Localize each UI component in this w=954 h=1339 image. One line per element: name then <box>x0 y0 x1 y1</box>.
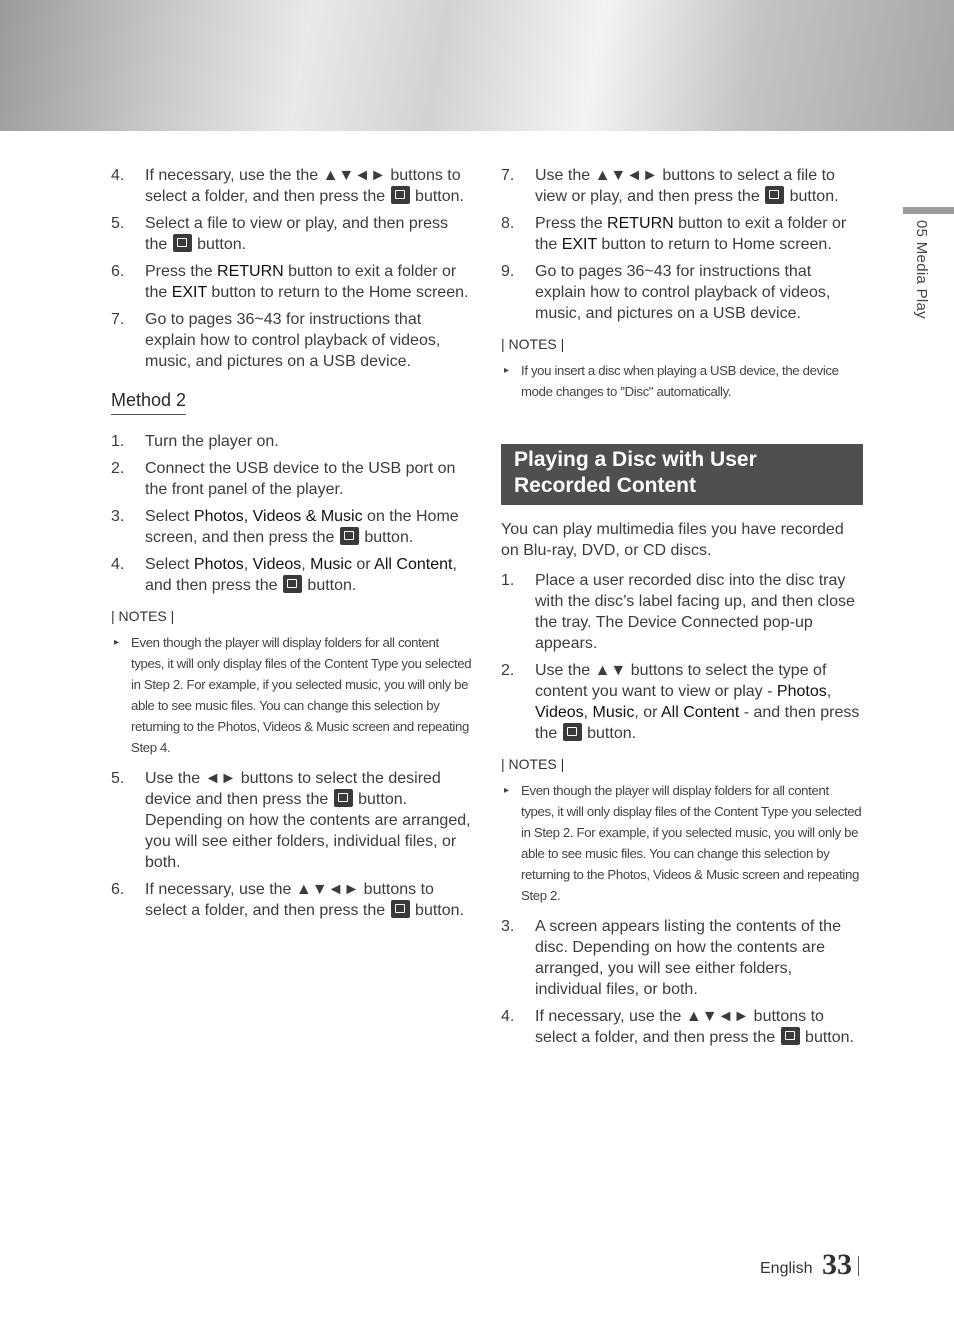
note-item <box>111 632 473 758</box>
step-number: 9. <box>501 263 515 280</box>
step-number: 8. <box>501 215 515 232</box>
step-item <box>111 458 473 500</box>
bullet-triangle-icon: ▸ <box>504 785 509 796</box>
note-text: Even though the player will display folders for all content types, it will only display files of the Content Type you selected in Step 2. For example, if you selected music, you will only be able to see music files. You can change this selection by returning to the Photos, Videos & Music screen and repeating Step 2. <box>521 783 862 903</box>
step-number: 5. <box>111 770 125 787</box>
bold-term: EXIT <box>171 284 207 301</box>
chapter-tab-marker <box>903 207 954 214</box>
step-item <box>111 879 473 921</box>
note-item <box>501 360 863 402</box>
bold-term: Photos <box>776 683 827 700</box>
enter-button-icon <box>391 186 410 204</box>
step-item <box>111 554 473 596</box>
step-list <box>111 165 473 372</box>
method-heading: Method 2 <box>111 390 186 415</box>
step-number: 7. <box>501 167 515 184</box>
step-text: Select Photos, Videos, Music or All Content, and then press the button. <box>145 556 457 594</box>
step-text: Go to pages 36~43 for instructions that explain how to control playback of videos, music, and pictures on a USB device. <box>145 311 441 370</box>
step-number: 2. <box>501 662 515 679</box>
bullet-triangle-icon: ▸ <box>504 365 509 376</box>
bullet-triangle-icon: ▸ <box>114 637 119 648</box>
step-number: 7. <box>111 311 125 328</box>
step-item <box>501 570 863 654</box>
step-list <box>111 768 473 921</box>
note-text: Even though the player will display folders for all content types, it will only display files of the Content Type you selected in Step 2. For example, if you selected music, you will only be able to see music files. You can change this selection by returning to the Photos, Videos & Music screen and repeating Step 4. <box>131 635 472 755</box>
step-text: Connect the USB device to the USB port on the front panel of the player. <box>145 460 456 498</box>
notes-heading: | NOTES | <box>111 608 175 624</box>
step-item <box>501 1006 863 1048</box>
step-number: 3. <box>501 918 515 935</box>
bold-term: Photos, Videos & Music <box>193 508 363 525</box>
step-list <box>111 431 473 596</box>
step-number: 4. <box>111 556 125 573</box>
footer-language: English <box>760 1260 813 1277</box>
step-number: 1. <box>501 572 515 589</box>
enter-button-icon <box>391 900 410 918</box>
bold-term: Videos <box>252 556 302 573</box>
step-number: 5. <box>111 215 125 232</box>
step-item <box>111 261 473 303</box>
step-text: Turn the player on. <box>145 433 279 450</box>
notes-heading: | NOTES | <box>501 336 565 352</box>
step-item <box>111 309 473 372</box>
step-item <box>501 165 863 207</box>
enter-button-icon <box>173 234 192 252</box>
enter-button-icon <box>781 1027 800 1045</box>
enter-button-icon <box>563 723 582 741</box>
intro-paragraph: You can play multimedia files you have recorded on Blu-ray, DVD, or CD discs. <box>501 521 844 559</box>
bold-term: Music <box>592 704 635 721</box>
enter-button-icon <box>334 789 353 807</box>
step-text: Go to pages 36~43 for instructions that explain how to control playback of videos, music, and pictures on a USB device. <box>535 263 831 322</box>
step-text: A screen appears listing the contents of the disc. Depending on how the contents are arranged, you will see either folders, individual files, or both. <box>535 918 841 998</box>
notes-heading: | NOTES | <box>501 756 565 772</box>
step-number: 2. <box>111 460 125 477</box>
bold-term: Videos <box>535 704 584 721</box>
step-number: 4. <box>501 1008 515 1025</box>
bold-term: Photos <box>193 556 244 573</box>
step-text: Select Photos, Videos & Music on the Home screen, and then press the button. <box>145 508 459 546</box>
enter-button-icon <box>765 186 784 204</box>
step-item <box>111 165 473 207</box>
footer-divider <box>858 1256 859 1276</box>
bold-term: EXIT <box>561 236 597 253</box>
left-column <box>111 165 473 927</box>
enter-button-icon <box>283 575 302 593</box>
header-banner <box>0 0 954 131</box>
step-item <box>111 506 473 548</box>
step-number: 3. <box>111 508 125 525</box>
bold-term: All Content <box>661 704 740 721</box>
step-number: 6. <box>111 263 125 280</box>
step-item <box>111 213 473 255</box>
step-text: If necessary, use the the ▲▼◄► buttons to select a folder, and then press the button. <box>145 167 464 205</box>
step-item <box>501 261 863 324</box>
step-list <box>501 165 863 324</box>
step-list <box>501 570 863 744</box>
step-item <box>111 768 473 873</box>
chapter-tab-label: 05 Media Play <box>913 220 930 319</box>
step-text: Select a file to view or play, and then press the button. <box>145 215 448 253</box>
right-column <box>501 165 863 1054</box>
note-text: If you insert a disc when playing a USB device, the device mode changes to "Disc" automatically. <box>521 363 839 399</box>
step-text: Use the ▲▼ buttons to select the type of content you want to view or play - Photos, Videos, Music, or All Content - and then press the button. <box>535 662 860 742</box>
bold-term: Music <box>310 556 352 573</box>
bold-term: RETURN <box>607 215 674 232</box>
bold-term: All Content <box>374 556 453 573</box>
bold-term: RETURN <box>217 263 284 280</box>
step-text: Press the RETURN button to exit a folder or the EXIT button to return to the Home screen. <box>145 263 469 301</box>
step-text: Use the ◄► buttons to select the desired device and then press the button. Depending on how the contents are arranged, you will see either folders, individual files, or both. <box>145 770 471 871</box>
page-number: 33 <box>822 1248 852 1281</box>
step-number: 1. <box>111 433 125 450</box>
step-text: If necessary, use the ▲▼◄► buttons to select a folder, and then press the button. <box>145 881 464 919</box>
section-heading: Playing a Disc with User Recorded Content <box>501 444 863 505</box>
step-item <box>501 213 863 255</box>
step-text: Press the RETURN button to exit a folder or the EXIT button to return to Home screen. <box>535 215 847 253</box>
step-item <box>111 431 473 452</box>
step-text: Place a user recorded disc into the disc tray with the disc’s label facing up, and then close the tray. The Device Connected pop-up appears. <box>535 572 855 652</box>
enter-button-icon <box>340 527 359 545</box>
step-text: Use the ▲▼◄► buttons to select a file to view or play, and then press the button. <box>535 167 839 205</box>
step-number: 4. <box>111 167 125 184</box>
note-item <box>501 780 863 906</box>
step-number: 6. <box>111 881 125 898</box>
step-text: If necessary, use the ▲▼◄► buttons to select a folder, and then press the button. <box>535 1008 854 1046</box>
step-list <box>501 916 863 1048</box>
step-item <box>501 660 863 744</box>
step-item <box>501 916 863 1000</box>
